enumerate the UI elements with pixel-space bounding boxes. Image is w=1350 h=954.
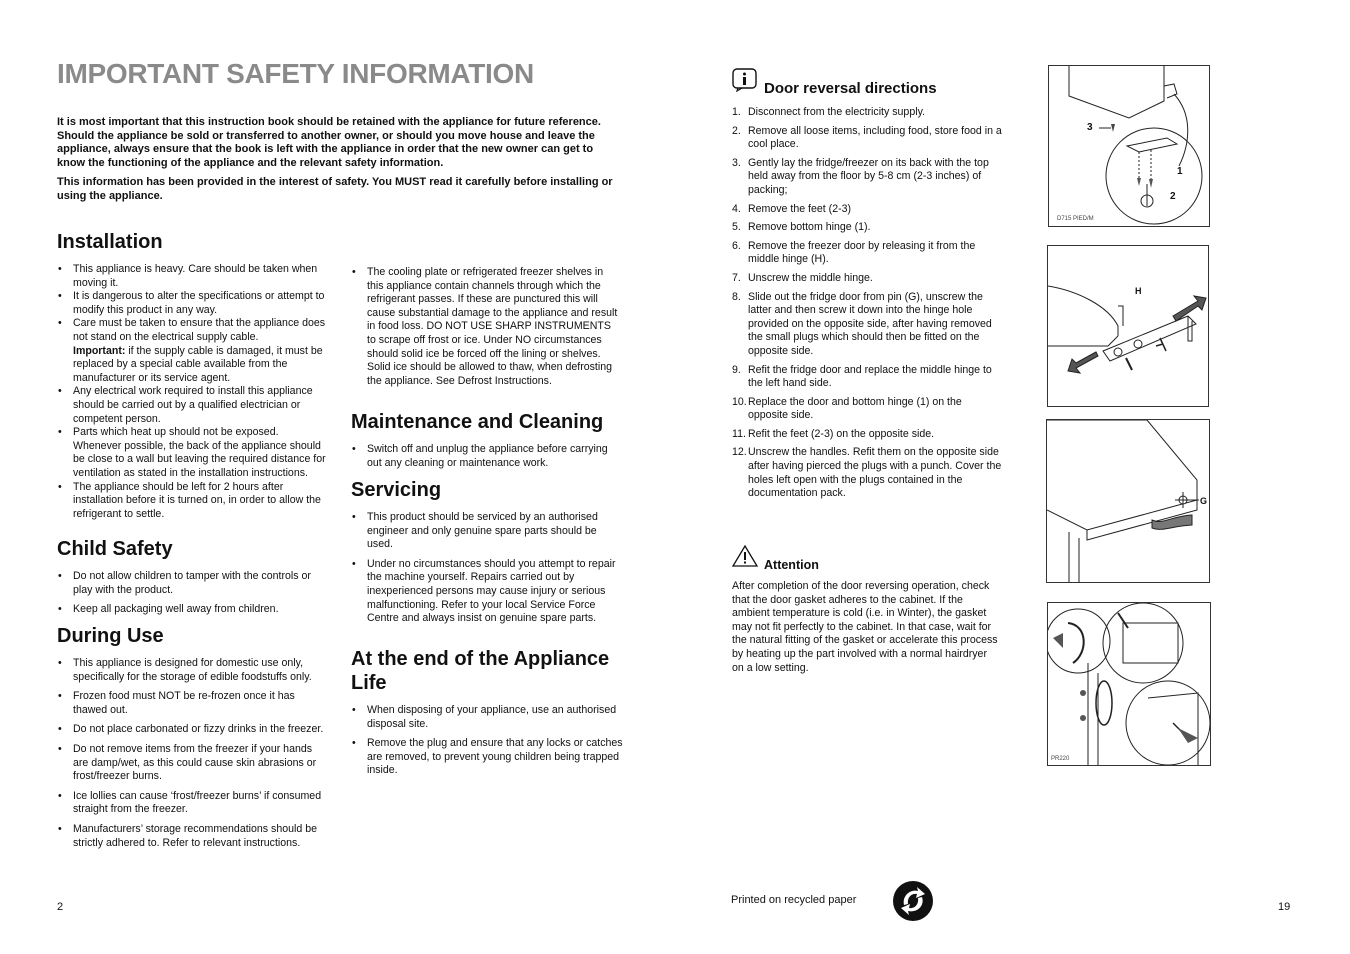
list-item: • Frozen food must NOT be re-frozen once it has thawed out. [57,690,327,717]
step-item [732,272,1002,286]
during-use-heading: During Use [57,625,164,647]
list-item: • Remove the plug and ensure that any locks or catches are removed, to prevent young children being trapped inside. [351,737,626,778]
list-item: • Ice lollies can cause ‘frost/freezer burns’ if consumed straight from the freezer. [57,790,327,817]
page-number-right: 19 [1278,901,1291,913]
figure-code: D715 PIED/M [1057,216,1094,222]
door-reversal-section [732,68,1002,506]
list-item: • This product should be serviced by an authorised engineer and only genuine spare parts should be used. [351,511,619,552]
step-number: 12. [732,446,747,459]
attention-header [732,545,1000,572]
list-item: • Under no circumstances should you attempt to repair the machine yourself. Repairs carried out by inexperienced persons may cause injury or serious malfunctioning. Refer to your local Service Force Centre and always insist on genuine spare parts. [351,558,619,626]
step-text: Remove bottom hinge (1). [748,221,871,234]
step-text: Refit the feet (2-3) on the opposite side. [748,427,935,440]
recycle-logo-icon [892,880,934,927]
list-item: • The cooling plate or refrigerated freezer shelves in this appliance contain channels through which the refrigerant passes. If these are punctured this will cause substantial damage to the appliance and result in food loss. DO NOT USE SHARP INSTRUMENTS to scrape off frost or ice. Under NO circumstances should solid ice be forced off the lining or shelves. Solid ice should be allowed to thaw, when defrosting the appliance. See Defrost Instructions. [351,266,619,388]
step-item [732,203,1002,217]
end-of-life-heading: At the end of the Appliance Life [351,648,610,694]
list-item: • Any electrical work required to install this appliance should be carried out by a qualified electrician or competent person. [57,385,327,426]
during-use-section [57,624,327,856]
step-text: Remove all loose items, including food, store food in a cool place. [748,124,1002,151]
list-item: • Parts which heat up should not be exposed. Whenever possible, the back of the appliance should be close to a wall but leaving the required distance for ventilation as stated in the installation instructions. [57,426,327,480]
figure-label: H [1135,286,1142,296]
maintenance-list [351,443,619,470]
step-item [732,125,1002,152]
step-number: 1. [732,106,741,118]
step-number: 6. [732,239,741,252]
step-item [732,396,1002,423]
step-item [732,428,1002,442]
installation-list [57,263,327,521]
intro-paragraph: It is most important that this instruction book should be retained with the appliance for future reference. Should the appliance be sold or transferred to another owner, or should you move house and leave the appliance, always ensure that the book is left with the appliance in order that the new owner can get to know the functioning of the appliance and the relevant safety information. [57,116,601,169]
figure-code: PR220 [1051,756,1070,762]
end-of-life-list [351,704,626,778]
step-number: 10. [732,395,747,408]
servicing-heading: Servicing [351,479,442,501]
attention-heading: Attention [764,558,819,572]
handles-diagram [1048,603,1210,765]
door-reversal-steps [732,106,1002,501]
installation-section [57,230,327,521]
step-text: Gently lay the fridge/freezer on its back with the top held away from the floor by 5-8 cm (2-3 inches) of packing; [748,156,989,196]
maintenance-heading: Maintenance and Cleaning [351,411,604,433]
maintenance-section [351,410,619,476]
child-safety-heading: Child Safety [57,538,173,560]
warning-triangle-icon [732,545,758,572]
figure-handles [1047,602,1211,766]
important-text: if the supply cable is damaged, it must be replaced by a special cable available from the manufacturer or its service agent. [73,344,323,384]
list-item-text: Care must be taken to ensure that the appliance does not stand on the electrical supply cable. [73,317,326,343]
list-item: • Switch off and unplug the appliance before carrying out any cleaning or maintenance work. [351,443,619,470]
figure-label: 3 [1087,122,1093,133]
step-text: Remove the feet (2-3) [748,202,852,215]
middle-hinge-diagram [1048,246,1208,406]
step-number: 7. [732,271,741,284]
child-safety-section [57,537,327,623]
step-number: 8. [732,290,741,303]
step-number: 11. [732,427,746,440]
list-item: • This appliance is designed for domestic use only, specifically for the storage of edible foodstuffs only. [57,657,327,684]
list-item: • When disposing of your appliance, use an authorised disposal site. [351,704,626,731]
step-text: Slide out the fridge door from pin (G), unscrew the latter and then screw it down into the hinge hole provided on the opposite side, after having removed the small plugs which should then be fitted on the opposite side. [748,290,992,357]
figure-pin [1046,419,1210,583]
step-item [732,221,1002,235]
figure-label: 1 [1177,166,1183,177]
step-text: Refit the fridge door and replace the middle hinge to the left hand side. [748,363,992,390]
step-item [732,291,1002,359]
step-number: 3. [732,156,741,169]
during-use-list [57,657,327,850]
info-icon [732,68,758,97]
list-item [57,317,327,385]
figure-feet-hinge [1048,65,1210,227]
list-item: • Keep all packaging well away from children. [57,603,327,617]
list-item: • Do not place carbonated or fizzy drinks in the freezer. [57,723,327,737]
list-item: • Manufacturers’ storage recommendations should be strictly adhered to. Refer to relevant instructions. [57,823,327,850]
attention-section [732,545,1000,675]
installation-heading: Installation [57,231,163,253]
child-safety-list [57,570,327,617]
figure-label: G [1200,496,1208,506]
figure-label: 2 [1170,191,1176,202]
list-item: • Do not remove items from the freezer if your hands are damp/wet, as this could cause skin abrasions or frost/freezer burns. [57,743,327,784]
page-number-left: 2 [57,901,64,913]
step-text: Remove the freezer door by releasing it from the middle hinge (H). [748,239,976,266]
step-text: Disconnect from the electricity supply. [748,106,926,118]
step-item [732,240,1002,267]
intro-paragraph: This information has been provided in the interest of safety. You MUST read it carefully before installing or using the appliance. [57,176,613,202]
step-item [732,106,1002,120]
list-item: • It is dangerous to alter the specifications or attempt to modify this product in any way. [57,290,327,317]
important-label: Important: [73,344,126,357]
cooling-plate-list [351,266,619,388]
servicing-section [351,478,619,632]
list-item: • The appliance should be left for 2 hours after installation before it is turned on, in order to allow the refrigerant to settle. [57,481,327,522]
step-item [732,446,1002,500]
figure-middle-hinge [1047,245,1209,407]
end-of-life-section [351,647,626,784]
step-number: 5. [732,221,741,234]
intro-text [57,116,622,210]
page-title: IMPORTANT SAFETY INFORMATION [57,58,534,89]
step-item [732,157,1002,198]
cooling-plate-section [351,266,619,388]
step-number: 2. [732,124,741,137]
printed-note: Printed on recycled paper [731,894,857,906]
feet-hinge-diagram [1049,66,1209,226]
attention-text: After completion of the door reversing operation, check that the door gasket adheres to the cabinet. If the ambient temperature is cold (i.e. in Winter), the gasket may not fit perfectly to the cabinet. In that case, wait for the natural fitting of the gasket or accelerate this process by heating up the part involved with a normal hairdryer on a low setting. [732,580,998,674]
pin-diagram [1047,420,1209,582]
step-text: Replace the door and bottom hinge (1) on the opposite side. [748,395,962,422]
step-item [732,364,1002,391]
step-number: 9. [732,363,741,376]
step-text: Unscrew the middle hinge. [748,271,873,284]
list-item: • Do not allow children to tamper with the controls or play with the product. [57,570,327,597]
door-reversal-heading: Door reversal directions [764,80,937,97]
door-reversal-header [732,68,1002,97]
servicing-list [351,511,619,626]
list-item: • This appliance is heavy. Care should be taken when moving it. [57,263,327,290]
step-number: 4. [732,202,741,215]
step-text: Unscrew the handles. Refit them on the opposite side after having pierced the plugs with a punch. Cover the holes left open with the plugs contained in the documentation pack. [748,446,1002,500]
